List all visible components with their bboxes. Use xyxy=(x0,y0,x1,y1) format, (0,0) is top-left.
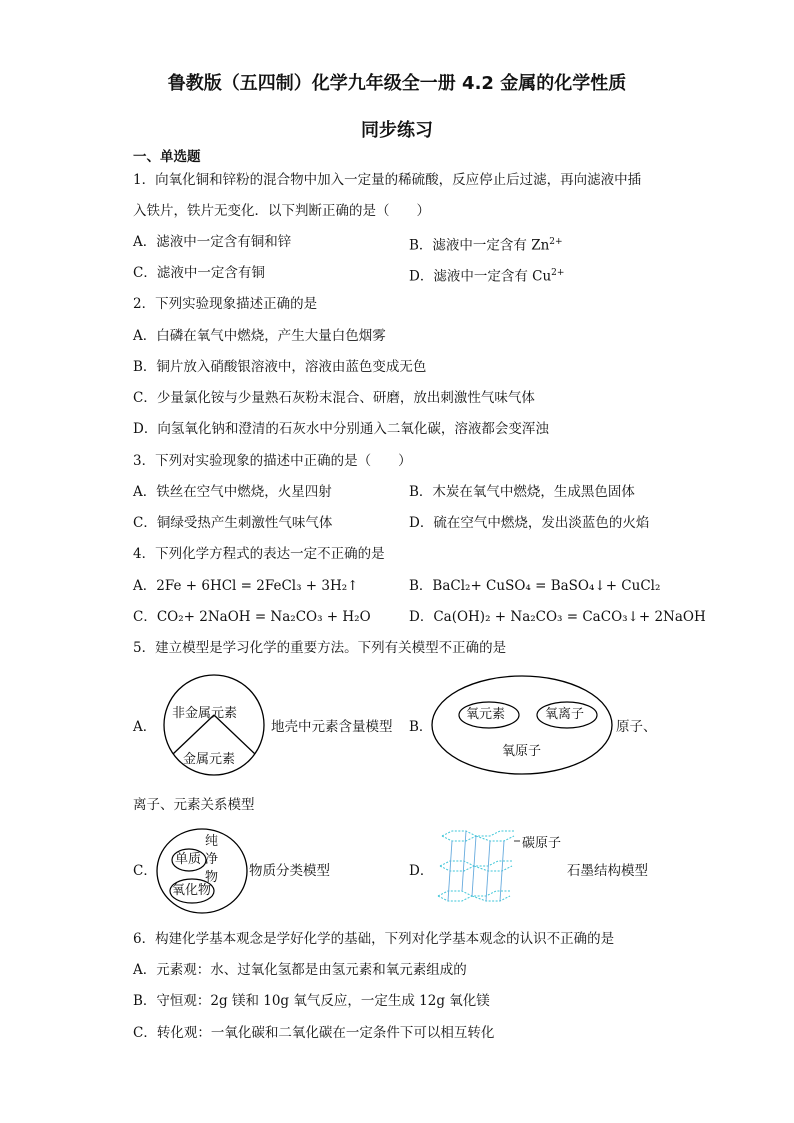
q2-stem: 2．下列实验现象描述正确的是 xyxy=(133,296,318,312)
q5-option-d-label: D． xyxy=(409,863,434,879)
page-subtitle: 同步练习 xyxy=(361,120,433,141)
q5-c-caption: 物质分类模型 xyxy=(249,863,330,879)
q1-option-d-charge: 2+ xyxy=(551,268,565,278)
q3-stem: 3．下列对实验现象的描述中正确的是（ ） xyxy=(133,453,412,469)
q6-option-a: A．元素观：水、过氧化氢都是由氢元素和氧元素组成的 xyxy=(133,962,467,978)
q1-option-a: A．滤液中一定含有铜和锌 xyxy=(133,234,292,250)
q5-b-atom-label: 氧原子 xyxy=(502,744,542,759)
q1-stem-line2: 入铁片，铁片无变化．以下判断正确的是（ ） xyxy=(133,203,430,219)
q5-stem: 5．建立模型是学习化学的重要方法。下列有关模型不正确的是 xyxy=(133,640,507,656)
q5-c-pure-char1: 纯 xyxy=(205,834,219,849)
q1-option-d-text: D．滤液中一定含有 Cu xyxy=(409,268,552,285)
q1-option-d xyxy=(409,264,564,286)
q1-option-c: C．滤液中一定含有铜 xyxy=(133,265,265,281)
q5-c-oxide-label: 氧化物 xyxy=(172,883,212,898)
q3-option-c: C．铜绿受热产生刺激性气味气体 xyxy=(133,515,333,531)
page-title: 鲁教版（五四制）化学九年级全一册 4.2 金属的化学性质 xyxy=(167,73,627,94)
q6-option-c: C．转化观：一氧化碳和二氧化碳在一定条件下可以相互转化 xyxy=(133,1025,495,1041)
q5-c-element-label: 单质 xyxy=(175,852,202,867)
q1-option-b-charge: 2+ xyxy=(549,237,563,247)
q1-stem-line1: 1．向氧化铜和锌粉的混合物中加入一定量的稀硫酸，反应停止后过滤，再向滤液中插 xyxy=(133,172,642,188)
q1-option-b xyxy=(409,233,563,255)
q5-b-caption-cont: 离子、元素关系模型 xyxy=(133,797,255,813)
q4-option-b: B．BaCl₂+ CuSO₄ = BaSO₄↓+ CuCl₂ xyxy=(409,578,661,594)
substance-classification-diagram xyxy=(156,828,248,914)
q5-c-pure-char3: 物 xyxy=(205,870,219,885)
q5-c-pure-char2: 净 xyxy=(205,852,219,867)
q2-option-c: C．少量氯化铵与少量熟石灰粉末混合、研磨，放出刺激性气味气体 xyxy=(133,390,535,406)
q4-option-a: A．2Fe + 6HCl = 2FeCl₃ + 3H₂↑ xyxy=(133,578,359,594)
q2-option-a: A．白磷在氧气中燃烧，产生大量白色烟雾 xyxy=(133,328,386,344)
q3-option-b: B．木炭在氧气中燃烧，生成黑色固体 xyxy=(409,484,635,500)
q3-option-a: A．铁丝在空气中燃烧，火星四射 xyxy=(133,484,332,500)
section-heading: 一、单选题 xyxy=(133,149,201,165)
q5-d-caption: 石墨结构模型 xyxy=(567,863,648,879)
q4-option-d: D．Ca(OH)₂ + Na₂CO₃ = CaCO₃↓+ 2NaOH xyxy=(409,609,706,625)
graphite-structure-diagram xyxy=(436,828,520,908)
q5-option-b-label: B． xyxy=(409,719,433,735)
q5-a-metal-label: 金属元素 xyxy=(183,752,236,767)
q6-stem: 6．构建化学基本观念是学好化学的基础，下列对化学基本观念的认识不正确的是 xyxy=(133,931,615,947)
q5-b-caption: 原子、 xyxy=(616,719,657,735)
q5-a-caption: 地壳中元素含量模型 xyxy=(271,719,393,735)
q5-a-nonmetal-label: 非金属元素 xyxy=(172,706,238,721)
q2-option-d: D．向氢氧化钠和澄清的石灰水中分别通入二氧化碳，溶液都会变浑浊 xyxy=(133,421,549,437)
q6-option-b: B．守恒观：2g 镁和 10g 氧气反应，一定生成 12g 氧化镁 xyxy=(133,993,490,1009)
q5-b-ion-label: 氧离子 xyxy=(545,707,585,722)
q4-stem: 4．下列化学方程式的表达一定不正确的是 xyxy=(133,546,385,562)
q3-option-d: D．硫在空气中燃烧，发出淡蓝色的火焰 xyxy=(409,515,650,531)
q5-option-c-label: C． xyxy=(133,863,157,879)
q5-d-atom-label: 碳原子 xyxy=(522,836,562,851)
q4-option-c: C．CO₂+ 2NaOH = Na₂CO₃ + H₂O xyxy=(133,609,371,625)
q5-b-element-label: 氧元素 xyxy=(466,707,506,722)
q2-option-b: B．铜片放入硝酸银溶液中，溶液由蓝色变成无色 xyxy=(133,359,427,375)
q1-option-b-text: B．滤液中一定含有 Zn xyxy=(409,237,550,254)
q5-option-a-label: A． xyxy=(133,719,157,735)
